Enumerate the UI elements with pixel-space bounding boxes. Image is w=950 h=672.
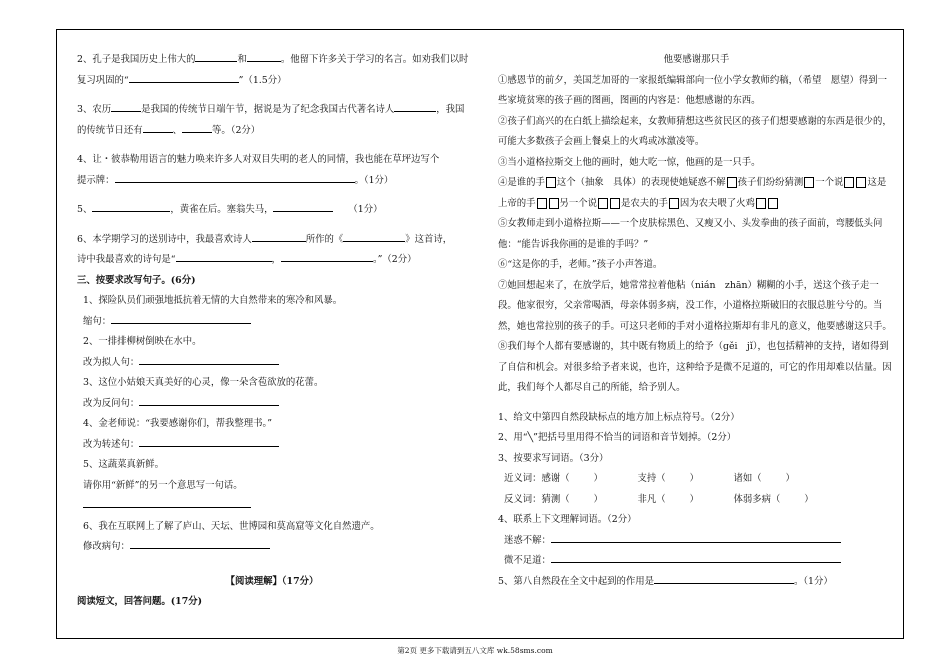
reading-q4-b: 微不足道： xyxy=(498,551,895,572)
question-6-line1: 6、本学期学习的送别诗中，我最喜欢诗人 所作的《 》这首诗， xyxy=(77,230,467,251)
sentence-3: 3、这位小姑娘天真美好的心灵，像一朵含苞欲放的花蕾。 xyxy=(83,377,324,388)
question-4-line2: 提示牌： 。（1分） xyxy=(77,171,467,192)
sentence-2-answer: 改为拟人句： xyxy=(77,353,467,374)
question-2-line1: 2、孔子是我国历史上伟大的 和 。他留下许多关于学习的名言。如劝我们以时 xyxy=(77,50,467,71)
sentence-5-question: 请你用“新鲜”的另一个意思写一句话。 xyxy=(83,479,243,491)
paragraph-4: ④是谁的手 这个（抽象 具体）的表现使她疑惑不解 孩子们纷纷猜测 一个说 这是上帝的手 另一个说 是农夫的手 因为农夫喂了火鸡 xyxy=(498,177,887,209)
reading-header: 【阅读理解】（17分） xyxy=(225,575,319,587)
paragraph-7: ⑦她回想起来了，在放学后，她常常拉着他粘（nián zhān）糊糊的小手，送这个孩子走一段。他家很穷，父亲常喝酒，母亲体弱多病，没工作，小道格拉斯破旧的衣服总脏兮兮的。当然，她也常拉别的孩子的手。可这只老师的手对小道格拉斯却有非凡的意义，他要感谢这只手。 xyxy=(498,279,892,332)
right-column xyxy=(498,50,895,592)
reading-q4-a: 迷惑不解： xyxy=(498,531,895,552)
paragraph-3: ③当小道格拉斯交上他的画时，她大吃一惊，他画的是一只手。 xyxy=(498,156,761,168)
paragraph-8: ⑧我们每个人都有要感谢的，其中既有物质上的给予（gěi jǐ），也包括精神的支持，诸如得到了自信和机会。对很多给予者来说，也许，这种给予是微不足道的，可它的作用却难以估量。因此，我们每个人都尽自己的所能，给予别人。 xyxy=(498,341,892,393)
paragraph-2: ②孩子们高兴的在白纸上描绘起来，女教师猜想这些贫民区的孩子们想要感谢的东西是很少的，可能大多数孩子会画上餐桌上的火鸡或冰激凌等。 xyxy=(498,115,892,147)
sentence-4-answer: 改为转述句： xyxy=(77,435,467,456)
paragraph-1: ①感恩节的前夕，美国芝加哥的一家报纸编辑部向一位小学女教师约稿，（希望 愿望）得到一些家境贫寒的孩子画的图画，图画的内容是：他想感谢的东西。 xyxy=(498,74,888,106)
question-3-line2: 的传统节日还有 、 等。（2分） xyxy=(77,121,467,142)
reading-instruction: 阅读短文，回答问题。(17分) xyxy=(77,596,203,607)
reading-q2: 2、用“╲”把括号里用得不恰当的词语和音节划掉。（2分） xyxy=(498,432,737,443)
sentence-6-answer: 修改病句： xyxy=(77,537,467,558)
sentence-1-answer: 缩句： xyxy=(77,312,467,333)
question-3-line1: 3、农历 是我国的传统节日端午节，据说是为了纪念我国古代著名诗人 ，我国 xyxy=(77,100,467,121)
page-footer: 第2页 更多下载请到五八文库 wk.58sms.com xyxy=(397,646,553,655)
sentence-4: 4、金老师说：“我要感谢你们，帮我整理书。” xyxy=(83,418,272,429)
question-5: 5、 ，黄雀在后。塞翁失马， （1分） xyxy=(77,200,467,221)
paragraph-6: ⑥“这是你的手，老师。”孩子小声答道。 xyxy=(498,259,663,270)
question-2-line2: 复习巩固的“ ”（1.5分） xyxy=(77,71,467,92)
question-6-line2: 诗中我最喜欢的诗句是“ ， 。”（2分） xyxy=(77,250,467,271)
section-3-heading: 三、按要求改写句子。(6分) xyxy=(77,274,196,286)
synonym-row: 近义词：感谢（ ） 支持（ ） 诸如（ ） xyxy=(504,473,795,484)
sentence-1: 1、探险队员们顽强地抵抗着无情的大自然带来的寒冷和风暴。 xyxy=(83,295,343,306)
sentence-5: 5、这蔬菜真新鲜。 xyxy=(83,459,164,470)
sentence-3-answer: 改为反问句： xyxy=(77,394,467,415)
reading-q3: 3、按要求写词语。（3分） xyxy=(498,452,609,464)
left-column xyxy=(77,50,467,613)
sentence-5-answer xyxy=(77,496,467,517)
reading-q1: 1、给文中第四自然段缺标点的地方加上标点符号。（2分） xyxy=(498,411,740,423)
question-4-line1: 4、让・彼恭勒用语言的魅力唤来许多人对双目失明的老人的同情，我也能在草坪边写个 xyxy=(77,154,440,165)
paragraph-5: ⑤女教师走到小道格拉斯——一个皮肤棕黑色、又瘦又小、头发拳曲的孩子面前，弯腰低头问他：“能告诉我你画的是谁的手吗？” xyxy=(498,218,883,250)
passage-title: 他要感谢那只手 xyxy=(663,54,730,65)
sentence-6: 6、我在互联网上了解了庐山、天坛、世博园和莫高窟等文化自然遗产。 xyxy=(83,520,380,532)
reading-q5: 5、第八自然段在全文中起到的作用是 。（1分） xyxy=(498,572,895,593)
antonym-row: 反义词：猜测（ ） 非凡（ ） 体弱多病（ ） xyxy=(504,493,814,505)
sentence-2: 2、一排排柳树倒映在水中。 xyxy=(83,336,202,347)
reading-q4: 4、联系上下文理解词语。（2分） xyxy=(498,514,637,525)
